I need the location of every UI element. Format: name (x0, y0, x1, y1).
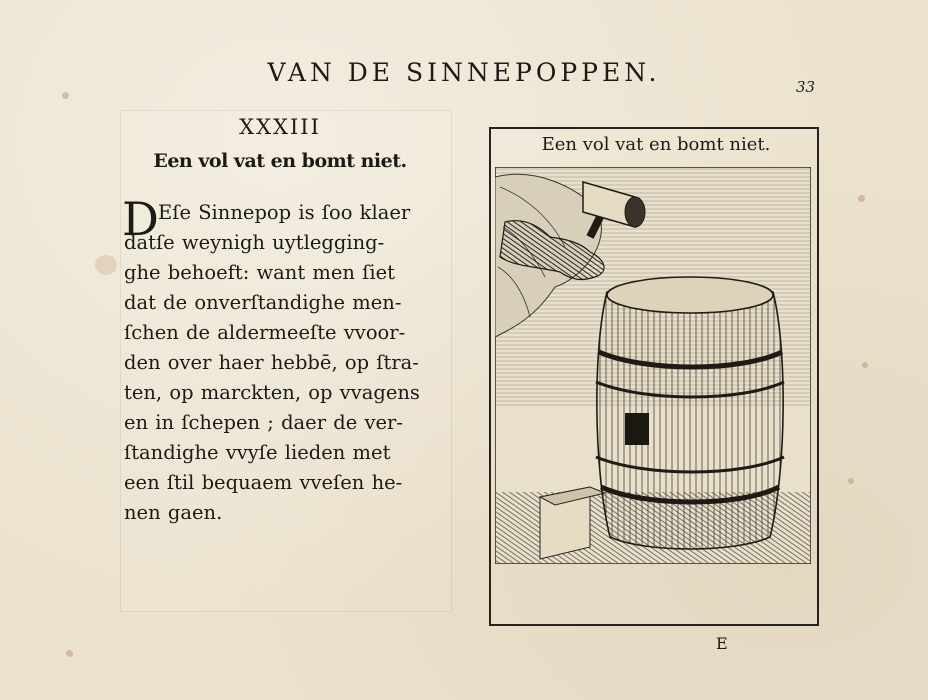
emblem-motto: Een vol vat en bomt niet. (153, 150, 407, 172)
engraving-image (495, 167, 811, 564)
signature-mark: E (716, 634, 728, 653)
foxing-spot (66, 650, 73, 657)
text-line: den over haer hebbē, op ſtra- (124, 351, 419, 374)
foxing-spot (95, 255, 117, 275)
barrel-bunghole (625, 413, 649, 445)
plate-motto: Een vol vat en bomt niet. (541, 134, 771, 155)
emblem-number: XXXIII (239, 115, 321, 139)
foxing-spot (858, 195, 865, 202)
emblem-text (122, 192, 442, 528)
running-head: VAN DE SINNEPOPPEN. (267, 58, 661, 87)
text-line: ſchen de aldermeeſte vvoor- (124, 321, 406, 344)
text-line: Eſe Sinnepop is ſoo klaer (158, 201, 411, 224)
foxing-spot (62, 92, 69, 99)
text-line: dat de onverſtandighe men- (124, 291, 402, 314)
text-line: nen gaen. (124, 501, 223, 524)
text-line: en in ſchepen ; daer de ver- (124, 411, 403, 434)
text-line: een ſtil bequaem vveſen he- (124, 471, 403, 494)
text-line: ghe behoeft: want men ſiet (124, 261, 395, 284)
barrel (597, 282, 783, 549)
foxing-spot (848, 478, 854, 484)
text-line: datſe weynigh uytlegging- (124, 231, 385, 254)
drop-cap: D (122, 192, 159, 246)
text-line: ſtandighe vvyſe lieden met (124, 441, 391, 464)
foxing-spot (862, 362, 868, 368)
page-number: 33 (796, 78, 816, 96)
barrel-top (607, 277, 773, 313)
text-line: ten, op marckten, op vvagens (124, 381, 420, 404)
